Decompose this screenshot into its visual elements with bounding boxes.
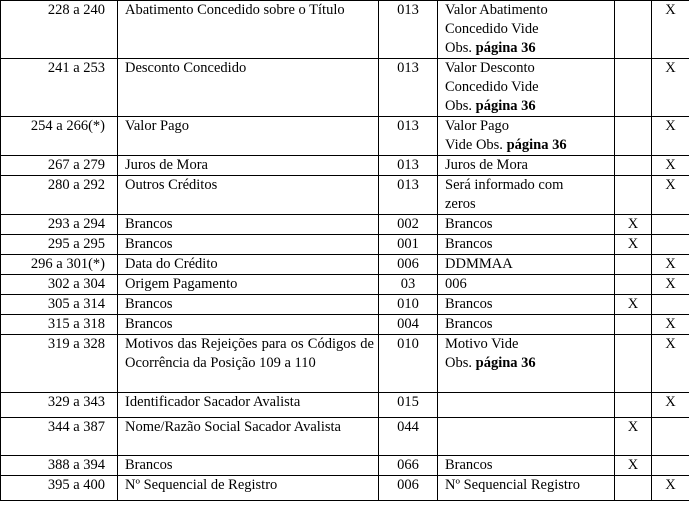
table-row [1,255,689,275]
content-line: Brancos [445,216,493,232]
content-cell [438,117,615,156]
obs-prefix: Obs. [445,40,476,56]
table-row [1,476,689,501]
content-cell [438,59,615,117]
content-line: DDMMAA [445,256,513,272]
content-cell [438,295,615,315]
flag-cell-2: X [652,1,689,59]
flag-cell-2: X [652,117,689,156]
description-cell: Brancos [118,315,379,335]
size-cell: 013 [379,59,438,117]
content-line: Juros de Mora [445,157,528,173]
table-row [1,418,689,456]
position-cell: 254 a 266(*) [1,117,118,156]
description-cell: Motivos das Rejeições para os Códigos de Ocorrência da Posição 109 a 110 [118,335,379,393]
obs-prefix: Obs. [445,98,476,114]
description-cell: Nº Sequencial de Registro [118,476,379,501]
size-cell: 010 [379,295,438,315]
table-body [1,1,689,501]
flag-cell-1: X [615,215,652,235]
content-cell [438,393,615,418]
content-line: Valor Desconto [445,60,535,76]
flag-cell-1 [615,117,652,156]
size-cell: 044 [379,418,438,456]
flag-cell-2: X [652,255,689,275]
content-line: Motivo Vide [445,336,519,352]
position-cell: 319 a 328 [1,335,118,393]
description-cell: Outros Créditos [118,176,379,215]
obs-line [445,39,610,58]
content-line: Brancos [445,457,493,473]
table-row [1,235,689,255]
description-cell: Desconto Concedido [118,59,379,117]
flag-cell-2 [652,295,689,315]
flag-cell-1: X [615,418,652,456]
flag-cell-1: X [615,295,652,315]
description-cell: Data do Crédito [118,255,379,275]
table-row [1,59,689,117]
flag-cell-1 [615,59,652,117]
size-cell: 013 [379,176,438,215]
description-cell: Brancos [118,456,379,476]
content-line: Valor Pago [445,118,510,134]
obs-prefix: Obs. [445,355,476,371]
content-line: Concedido Vide [445,79,539,95]
table-row [1,295,689,315]
flag-cell-2: X [652,335,689,393]
obs-line [445,97,610,116]
position-cell: 344 a 387 [1,418,118,456]
position-cell: 329 a 343 [1,393,118,418]
position-cell: 295 a 295 [1,235,118,255]
content-cell [438,315,615,335]
flag-cell-1 [615,176,652,215]
size-cell: 006 [379,255,438,275]
size-cell: 013 [379,156,438,176]
flag-cell-1 [615,476,652,501]
position-cell: 280 a 292 [1,176,118,215]
table-row [1,456,689,476]
flag-cell-2 [652,235,689,255]
flag-cell-1 [615,275,652,295]
table-row [1,156,689,176]
flag-cell-2: X [652,156,689,176]
position-cell: 267 a 279 [1,156,118,176]
position-cell: 228 a 240 [1,1,118,59]
flag-cell-2: X [652,476,689,501]
position-cell: 296 a 301(*) [1,255,118,275]
size-cell: 03 [379,275,438,295]
content-line: Nº Sequencial Registro [445,477,580,493]
flag-cell-1 [615,255,652,275]
description-cell: Brancos [118,295,379,315]
table-row [1,117,689,156]
flag-cell-1: X [615,456,652,476]
description-cell: Abatimento Concedido sobre o Título [118,1,379,59]
table-row [1,393,689,418]
size-cell: 066 [379,456,438,476]
flag-cell-1 [615,393,652,418]
description-cell: Origem Pagamento [118,275,379,295]
description-cell: Brancos [118,235,379,255]
description-cell: Brancos [118,215,379,235]
content-cell [438,335,615,393]
content-line: Brancos [445,316,493,332]
obs-page-ref: página 36 [475,40,536,56]
flag-cell-2 [652,456,689,476]
flag-cell-2: X [652,275,689,295]
obs-line [445,136,610,155]
position-cell: 395 a 400 [1,476,118,501]
flag-cell-1: X [615,235,652,255]
flag-cell-1 [615,315,652,335]
flag-cell-2 [652,215,689,235]
size-cell: 015 [379,393,438,418]
flag-cell-2: X [652,176,689,215]
position-cell: 293 a 294 [1,215,118,235]
obs-line [445,354,610,373]
flag-cell-2: X [652,59,689,117]
content-line: zeros [445,196,476,212]
position-cell: 388 a 394 [1,456,118,476]
description-cell: Valor Pago [118,117,379,156]
content-cell [438,476,615,501]
content-line: Concedido Vide [445,21,539,37]
content-line: Brancos [445,296,493,312]
content-line: 006 [445,276,467,292]
flag-cell-2: X [652,315,689,335]
content-cell [438,1,615,59]
size-cell: 001 [379,235,438,255]
table-row [1,315,689,335]
size-cell: 013 [379,117,438,156]
position-cell: 305 a 314 [1,295,118,315]
description-cell: Juros de Mora [118,156,379,176]
content-cell [438,275,615,295]
flag-cell-2: X [652,393,689,418]
position-cell: 315 a 318 [1,315,118,335]
content-cell [438,156,615,176]
table-row [1,1,689,59]
content-cell [438,418,615,456]
table-row [1,215,689,235]
content-line: Será informado com [445,177,564,193]
content-line: Valor Abatimento [445,2,548,18]
flag-cell-2 [652,418,689,456]
table-row [1,275,689,295]
obs-page-ref: página 36 [506,137,567,153]
position-cell: 302 a 304 [1,275,118,295]
content-cell [438,255,615,275]
content-cell [438,456,615,476]
flag-cell-1 [615,156,652,176]
obs-page-ref: página 36 [475,98,536,114]
table-row [1,335,689,393]
flag-cell-1 [615,335,652,393]
description-cell: Nome/Razão Social Sacador Avalista [118,418,379,456]
size-cell: 004 [379,315,438,335]
table-row [1,176,689,215]
size-cell: 006 [379,476,438,501]
content-cell [438,176,615,215]
size-cell: 002 [379,215,438,235]
flag-cell-1 [615,1,652,59]
position-cell: 241 a 253 [1,59,118,117]
description-cell: Identificador Sacador Avalista [118,393,379,418]
size-cell: 013 [379,1,438,59]
content-line: Brancos [445,236,493,252]
obs-prefix: Vide Obs. [445,137,507,153]
obs-page-ref: página 36 [475,355,536,371]
size-cell: 010 [379,335,438,393]
content-cell [438,215,615,235]
content-cell [438,235,615,255]
